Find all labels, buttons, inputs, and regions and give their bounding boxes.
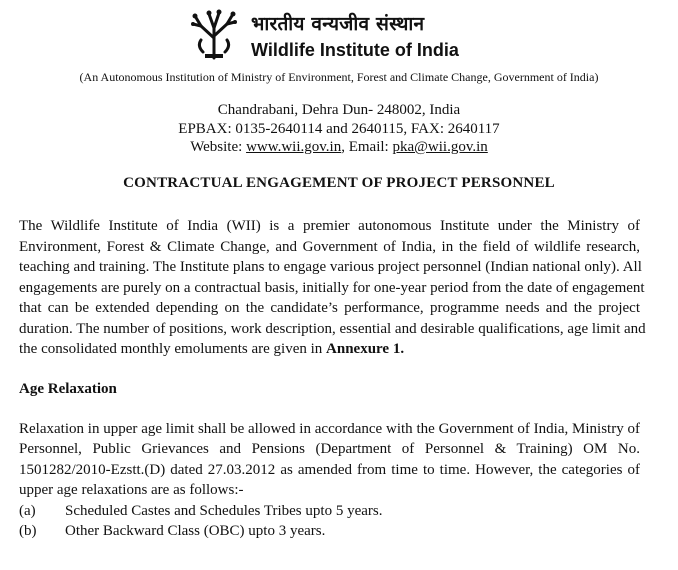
relaxation-line: Relaxation in upper age limit shall be allowed in accordance with the Government of India, Ministry of [19,421,640,437]
list-item-text: Other Backward Class (OBC) upto 3 years. [65,523,326,539]
intro-line: teaching and training. The Institute plans to engage various project personnel (Indian national only). All [19,259,642,275]
intro-line: Environment, Forest & Climate Change, and Government of India, in the field of wildlife research, [19,239,640,255]
email-prefix: , Email: [341,139,393,155]
relaxation-line: 1501282/2010-Ezstt.(D) dated 27.03.2012 as amended from time to time. However, the categories of [19,462,640,478]
relaxation-line: Personnel, Public Grievances and Pensions (Department of Personnel & Training) OM No. [19,441,640,457]
wii-logo-icon [189,8,239,60]
intro-line: The Wildlife Institute of India (WII) is a premier autonomous Institute under the Ministry of [19,218,640,234]
address-line: Chandrabani, Dehra Dun- 248002, India [217,102,461,118]
document-title: CONTRACTUAL ENGAGEMENT OF PROJECT PERSONNEL [123,175,555,191]
list-item-text: Scheduled Castes and Schedules Tribes upto 5 years. [65,503,383,519]
affiliation-line: (An Autonomous Institution of Ministry of Environment, Forest and Climate Change, Government of India) [79,70,599,84]
intro-line: duration. The number of positions, work description, essential and desirable qualifications, age limit and [19,321,646,337]
intro-line: engagements are purely on a contractual basis, initially for one-year period from the date of engagement [19,280,645,296]
intro-last-text: the consolidated monthly emoluments are given in [19,341,327,357]
relaxation-line: upper age relaxations are as follows:- [19,482,244,498]
age-relaxation-heading: Age Relaxation [19,381,117,397]
phone-line: EPBAX: 0135-2640114 and 2640115, FAX: 2640117 [178,121,500,137]
website-link[interactable]: www.wii.gov.in [246,139,342,155]
institute-name-hindi: भारतीय वन्यजीव संस्थान [251,13,425,35]
annexure-reference: Annexure 1. [326,341,405,357]
intro-line: that can be extended depending on the candidate’s performance, programme needs and the project [19,300,640,316]
list-item-label: (b) [19,523,37,539]
website-prefix: Website: [190,139,247,155]
institute-name-english: Wildlife Institute of India [251,40,459,60]
contact-line [0,139,678,156]
email-link[interactable]: pka@wii.gov.in [392,139,488,155]
list-item-label: (a) [19,503,36,519]
intro-last-line [19,341,640,358]
